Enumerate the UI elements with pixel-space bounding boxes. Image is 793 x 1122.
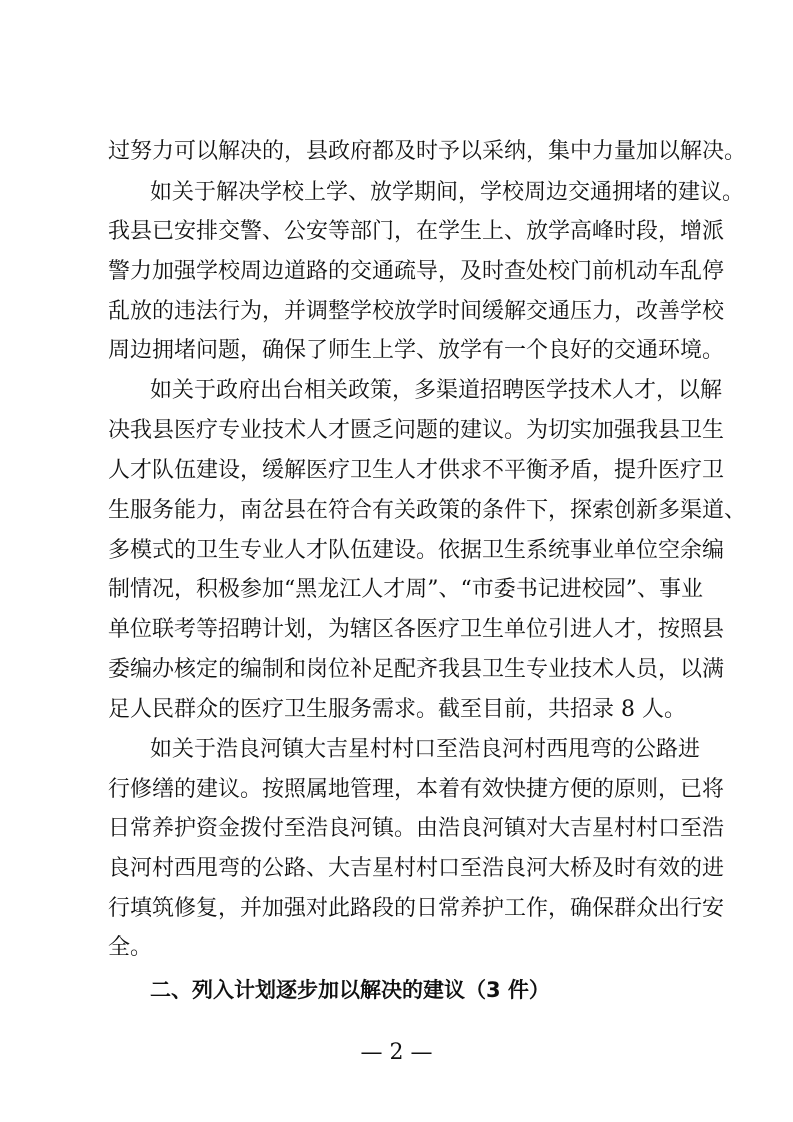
paragraph-line: 决我县医疗专业技术人才匮乏问题的建议。为切实加强我县卫生	[108, 418, 725, 443]
paragraph-line: 周边拥堵问题，确保了师生上学、放学有一个良好的交通环境。	[108, 338, 725, 363]
paragraph-line: 行填筑修复，并加强对此路段的日常养护工作，确保群众出行安	[108, 896, 725, 921]
paragraph-line: 单位联考等招聘计划，为辖区各医疗卫生单位引进人才，按照县	[108, 617, 725, 642]
paragraph-line: 如关于浩良河镇大吉星村村口至浩良河村西甩弯的公路进	[150, 737, 701, 762]
paragraph-line: 人才队伍建设，缓解医疗卫生人才供求不平衡矛盾，提升医疗卫	[108, 458, 725, 483]
section-heading: 二、列入计划逐步加以解决的建议（3 件）	[150, 978, 550, 1002]
paragraph-line: 我县已安排交警、公安等部门，在学生上、放学高峰时段，增派	[108, 219, 725, 244]
paragraph-line: 过努力可以解决的，县政府都及时予以采纳，集中力量加以解决。	[108, 139, 747, 164]
paragraph-line: 多模式的卫生专业人才队伍建设。依据卫生系统事业单位空余编	[108, 538, 725, 563]
paragraph-line: 如关于政府出台相关政策，多渠道招聘医学技术人才，以解	[150, 378, 723, 403]
paragraph-line: 全。	[108, 935, 153, 960]
page-number: — 2 —	[360, 1040, 433, 1065]
paragraph-line: 委编办核定的编制和岗位补足配齐我县卫生专业技术人员，以满	[108, 657, 725, 682]
paragraph-line: 足人民群众的医疗卫生服务需求。截至目前，共招录 8 人。	[108, 697, 686, 722]
paragraph-line: 乱放的违法行为，并调整学校放学时间缓解交通压力，改善学校	[108, 299, 725, 324]
paragraph-line: 日常养护资金拨付至浩良河镇。由浩良河镇对大吉星村村口至浩	[108, 816, 725, 841]
paragraph-line: 如关于解决学校上学、放学期间，学校周边交通拥堵的建议。	[150, 180, 745, 205]
paragraph-line: 警力加强学校周边道路的交通疏导，及时查处校门前机动车乱停	[108, 259, 725, 284]
paragraph-line: 生服务能力，南岔县在符合有关政策的条件下，探索创新多渠道、	[108, 498, 747, 523]
paragraph-line: 行修缮的建议。按照属地管理，本着有效快捷方便的原则，已将	[108, 777, 725, 802]
paragraph-line: 制情况，积极参加“黑龙江人才周”、“市委书记进校园”、事业	[108, 577, 703, 602]
paragraph-line: 良河村西甩弯的公路、大吉星村村口至浩良河大桥及时有效的进	[108, 856, 725, 881]
